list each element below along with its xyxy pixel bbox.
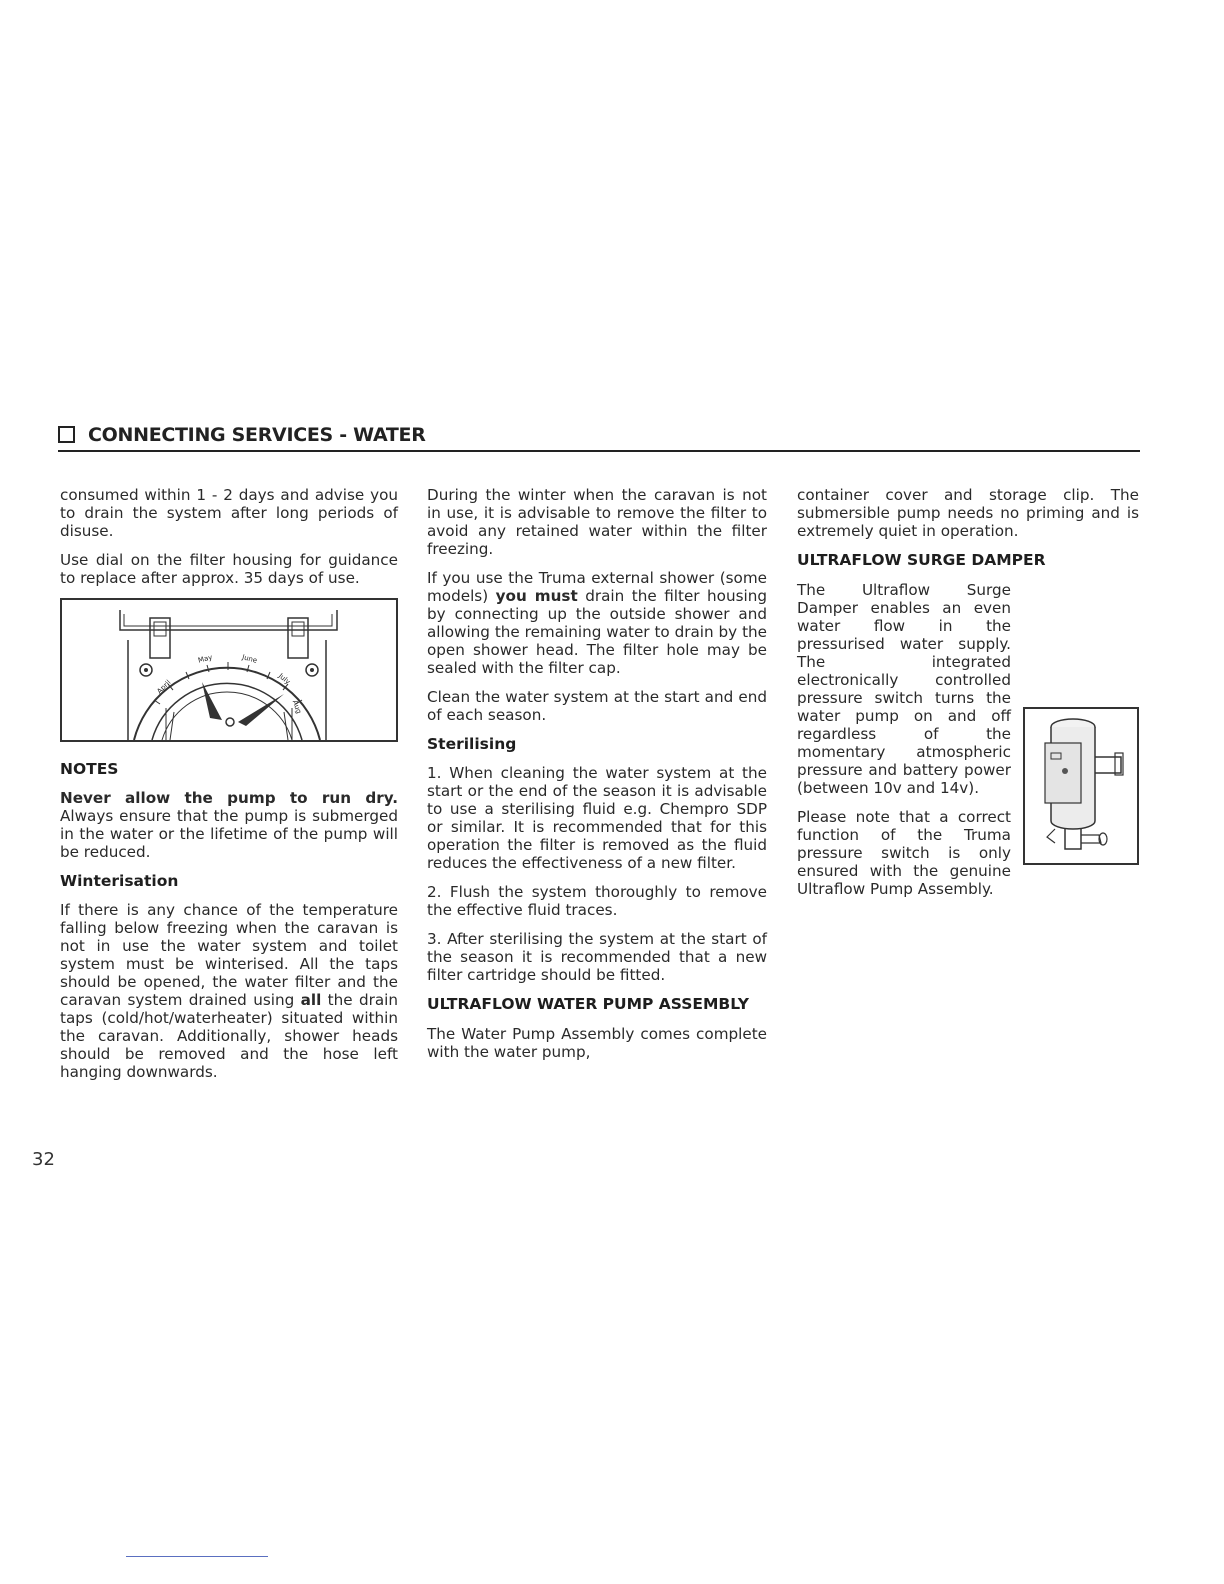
paragraph: The Water Pump Assembly comes complete with the water pump, <box>427 1025 767 1061</box>
winterisation-heading: Winterisation <box>60 872 179 890</box>
surge-damper-drawing <box>1025 709 1137 863</box>
shower-text: drain the filter housing by connecting up the outside shower and allowing the remaining water to drain by the open shower head. The filter hole may be sealed with the filter cap. <box>427 587 768 677</box>
paragraph: Please note that a correct function of the Truma pressure switch is only ensured with the genuine Ultraflow Pump Assembly. <box>797 808 1011 898</box>
filter-dial-illustration <box>60 598 398 742</box>
page-title: CONNECTING SERVICES - WATER <box>88 424 426 446</box>
notes-warning: Never allow the pump to run dry. <box>60 789 398 807</box>
page-header <box>58 424 1140 452</box>
paragraph: container cover and storage clip. The submersible pump needs no priming and is extremely quiet in operation. <box>797 486 1139 540</box>
paragraph: consumed within 1 - 2 days and advise you to drain the system after long periods of disuse. <box>60 486 398 540</box>
winter-bold: all <box>300 991 322 1009</box>
shower-bold: you must <box>495 587 578 605</box>
shower-paragraph <box>427 569 767 677</box>
notes-paragraph <box>60 789 398 861</box>
winterisation-paragraph <box>60 901 398 1081</box>
page-number: 32 <box>32 1149 55 1170</box>
surge-damper-illustration <box>1023 707 1139 865</box>
paragraph: Clean the water system at the start and end of each season. <box>427 688 767 724</box>
sterilising-heading: Sterilising <box>427 735 517 753</box>
step-2: 2. Flush the system thoroughly to remove the effective fluid traces. <box>427 883 767 919</box>
winter-text: the drain taps (cold/hot/waterheater) situated within the caravan. Additionally, shower heads should be removed and the hose left hanging downwards. <box>60 991 399 1081</box>
paragraph: The Ultraflow Surge Damper enables an even water flow in the pressurised water supply. The integrated electronically controlled pressure switch turns the water pump on and off regardless of the momentary atmospheric pressure and battery power (between 10v and 14v). <box>797 581 1011 797</box>
dial-label: May <box>197 653 214 665</box>
notes-heading: NOTES <box>60 760 119 778</box>
step-3: 3. After sterilising the system at the start of the season it is recommended that a new filter cartridge should be fitted. <box>427 930 767 984</box>
footer-divider <box>126 1556 268 1557</box>
dial-label: June <box>241 653 259 665</box>
column-3 <box>797 486 1139 909</box>
paragraph: During the winter when the caravan is not in use, it is advisable to remove the filter to avoid any retained water within the filter freezing. <box>427 486 767 558</box>
dial-label: July <box>276 671 292 687</box>
surge-damper-heading: ULTRAFLOW SURGE DAMPER <box>797 551 1046 569</box>
column-2 <box>427 486 767 1072</box>
pump-assembly-heading: ULTRAFLOW WATER PUMP ASSEMBLY <box>427 995 749 1013</box>
dial-label: Aug <box>290 699 303 715</box>
column-1 <box>60 486 398 1092</box>
step-1: 1. When cleaning the water system at the start or the end of the season it is advisable to use a sterilising fluid e.g. Chempro SDP or similar. It is recommended that for this operation the filter is removed as the fluid reduces the effectiveness of a new filter. <box>427 764 767 872</box>
notes-text: Always ensure that the pump is submerged in the water or the lifetime of the pump will be reduced. <box>60 807 398 861</box>
paragraph: Use dial on the filter housing for guidance to replace after approx. 35 days of use. <box>60 551 398 587</box>
shower-text: If you use the Truma external shower (some models) <box>427 569 767 605</box>
winter-text: If there is any chance of the temperature falling below freezing when the caravan is not in use the water system and toilet system must be winterised. All the taps should be opened, the water filter and the caravan system drained using <box>60 901 398 1009</box>
dial-label: April <box>155 678 173 696</box>
filter-dial-drawing <box>62 600 396 740</box>
header-square-icon <box>58 426 75 443</box>
